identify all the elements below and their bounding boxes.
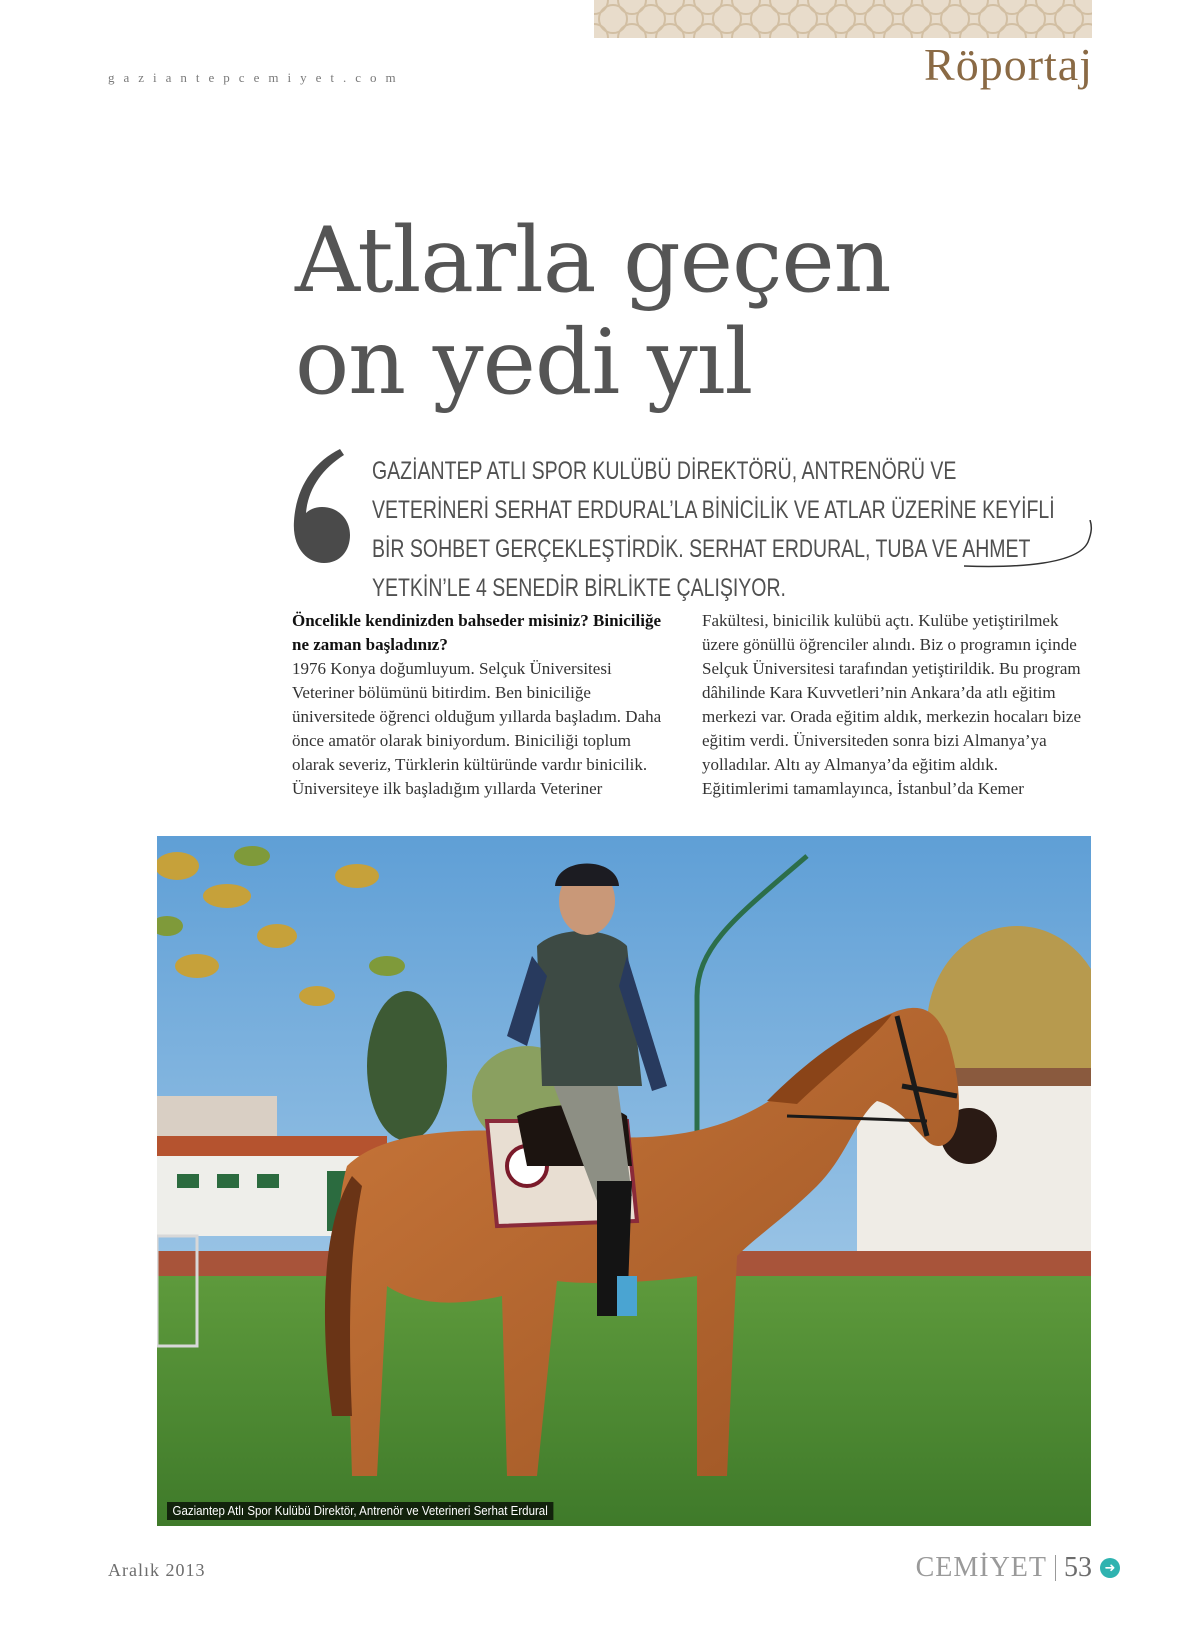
- article-lead: GAZİANTEP ATLI SPOR KULÜBÜ DİREKTÖRÜ, ANTRENÖRÜ VE VETERİNERİ SERHAT ERDURAL’LA BİNİCİLİK VE ATLAR ÜZERİNE KEYİFLİ BİR SOHBET GERÇEKLEŞTİRDİK. SERHAT ERDURAL, TUBA VE AHMET YETKİN’LE 4 SENEDİR BİRLİKTE ÇALIŞIYOR.: [372, 457, 1055, 602]
- quote-mark-icon: [290, 445, 352, 569]
- interview-answer-part-2: Fakültesi, binicilik kulübü açtı. Kulübe yetiştirilmek üzere gönüllü öğrenciler alındı. Biz o programın içinde Selçuk Üniversitesi tarafından yetiştirildik. Bu program dâhilinde Kara Kuvvetleri’nin Ankara’da atlı eğitim merkezi var. Orada eğitim aldık, merkezin hocaları bize eğitim verdi. Üniversiteden sonra bizi Almanya’ya yolladılar. Altı ay Almanya’da eğitim aldık. Eğitimlerimi tamamlayınca, İstanbul’da Kemer: [702, 611, 1082, 798]
- article-photo: [157, 836, 1091, 1526]
- page-number: 53: [1064, 1552, 1092, 1583]
- site-url[interactable]: gaziantepcemiyet.com: [108, 70, 405, 85]
- horse-rider-illustration: [157, 836, 1091, 1526]
- decorative-pattern-band: [594, 0, 1092, 38]
- article-title: [295, 210, 895, 414]
- photo-caption: Gaziantep Atlı Spor Kulübü Direktör, Antrenör ve Veterineri Serhat Erdural: [167, 1502, 553, 1520]
- article-column-right: [702, 609, 1086, 801]
- title-line-2: on yedi yıl: [295, 310, 753, 415]
- section-label: Röportaj: [924, 39, 1093, 90]
- interview-answer-part-1: 1976 Konya doğumluyum. Selçuk Üniversitesi Veteriner bölümünü bitirdim. Ben biniciliğe üniversitede öğrenci olduğum yıllarda başladım. Daha önce amatör olarak biniyordum. Biniciliği toplum olarak severiz, Türklerin kültüründe vardır binicilik. Üniversiteye ilk başladığım yıllarda Veteriner: [292, 659, 662, 798]
- title-line-1: Atlarla geçen: [295, 208, 891, 313]
- issue-date: Aralık 2013: [108, 1560, 206, 1580]
- lead-underline-curve: [960, 520, 1100, 574]
- footer-page-info: [916, 1552, 1120, 1584]
- article-column-left: [292, 609, 662, 801]
- footer-divider: [1055, 1555, 1056, 1581]
- next-page-arrow-icon[interactable]: ➜: [1100, 1558, 1120, 1578]
- interview-question: Öncelikle kendinizden bahseder misiniz? Biniciliğe ne zaman başladınız?: [292, 611, 662, 654]
- magazine-brand: CEMİYET: [915, 1552, 1047, 1583]
